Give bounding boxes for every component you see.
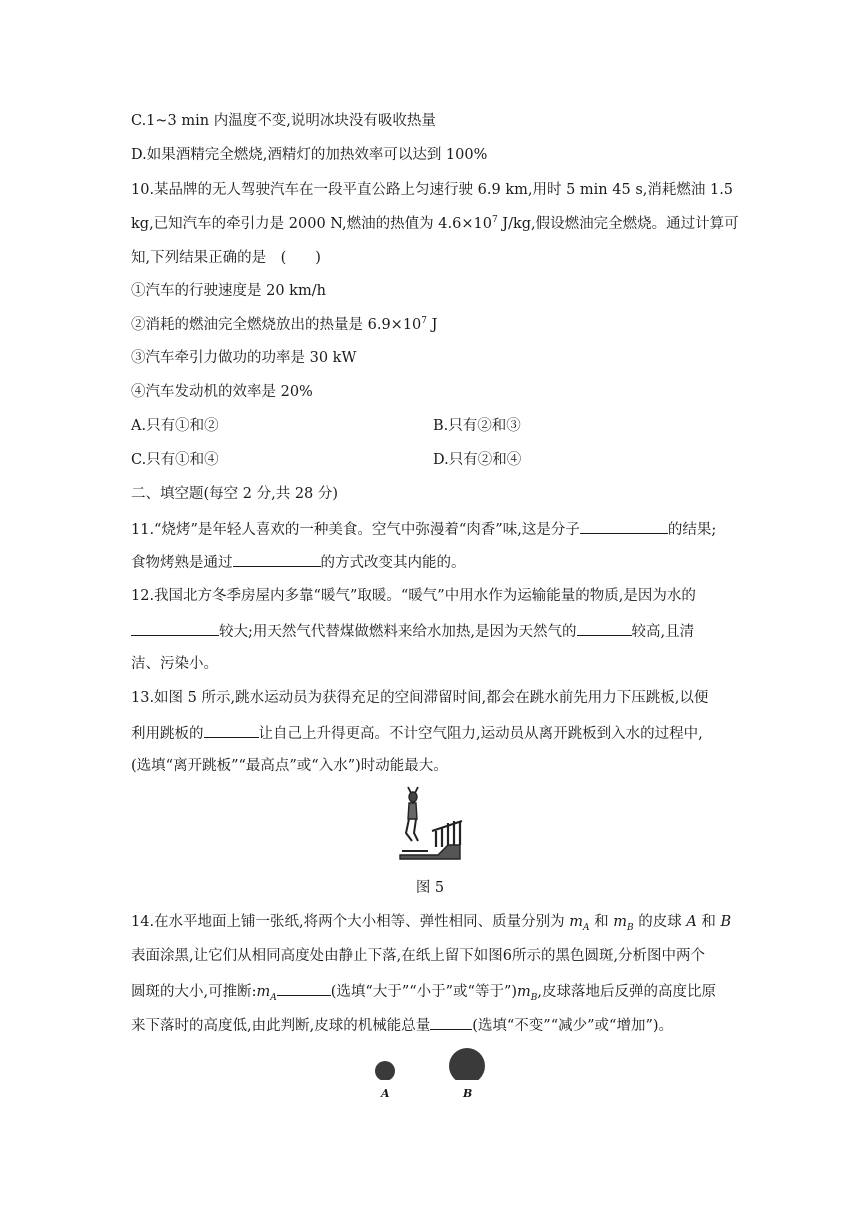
- q10-statement-2-text: ②消耗的燃油完全燃烧放出的热量是 6.9×10: [131, 317, 422, 333]
- q13-line-3: (选填“离开跳板”“最高点”或“入水”)时动能最大。: [131, 758, 448, 774]
- mass-symbol: m: [569, 914, 584, 930]
- spot-a-label: A: [381, 1087, 390, 1100]
- answer-blank[interactable]: [277, 980, 331, 996]
- subscript: B: [627, 922, 634, 933]
- q13-line-1: 13.如图 5 所示,跳水运动员为获得充足的空间滞留时间,都会在跳水前先用力下压跳板,以便: [131, 690, 709, 706]
- subscript: A: [270, 992, 277, 1003]
- q10-line-1: 10.某品牌的无人驾驶汽车在一段平直公路上匀速行驶 6.9 km,用时 5 min 45 s,消耗燃油 1.5: [131, 182, 734, 198]
- q10-line-3: 知,下列结果正确的是 ( ): [131, 250, 321, 266]
- q14-text: 和: [696, 914, 721, 930]
- q10-option-d: D.只有②和④: [433, 452, 522, 468]
- answer-blank[interactable]: [204, 722, 259, 738]
- q10-option-c: C.只有①和④: [131, 452, 219, 468]
- q14-line-3: [131, 980, 716, 1002]
- q10-statement-2: [131, 315, 437, 335]
- subscript: B: [530, 992, 538, 1003]
- q11-line-2: [131, 551, 466, 573]
- q12-text: 较高,且清: [631, 624, 695, 640]
- section-heading: 二、填空题(每空 2 分,共 28 分): [131, 486, 339, 502]
- q12-line-1: 12.我国北方冬季房屋内多靠“暖气”取暖。“暖气”中用水作为运输能量的物质,是因为水的: [131, 588, 696, 604]
- spot-b-label: B: [463, 1087, 473, 1100]
- q10-option-a: A.只有①和②: [131, 418, 219, 434]
- q14-line-2: 表面涂黑,让它们从相同高度处由静止下落,在纸上留下如图6所示的黑色圆斑,分析图中两个: [131, 948, 706, 964]
- q10-statement-4: ④汽车发动机的效率是 20%: [131, 384, 313, 400]
- q11-text: 11.“烧烤”是年轻人喜欢的一种美食。空气中弥漫着“肉香”味,这是分子: [131, 522, 580, 538]
- spots-figure: [360, 1040, 500, 1080]
- q14-text: (选填“大于”“小于”或“等于”): [330, 984, 518, 1000]
- answer-blank[interactable]: [577, 620, 632, 636]
- q14-text: 14.在水平地面上铺一张纸,将两个大小相等、弹性相同、质量分别为: [131, 914, 570, 930]
- q10-statement-1: ①汽车的行驶速度是 20 km/h: [131, 283, 326, 299]
- q12-line-2: [131, 620, 694, 642]
- q10-option-b: B.只有②和③: [433, 418, 521, 434]
- q11-text: 的方式改变其内能的。: [320, 555, 466, 571]
- q10-line-2: [131, 214, 739, 234]
- answer-blank[interactable]: [131, 620, 219, 636]
- exponent: 7: [421, 316, 428, 327]
- ball-b-symbol: B: [720, 914, 732, 930]
- mass-symbol: m: [613, 914, 627, 930]
- figure-5-caption: 图 5: [415, 880, 445, 896]
- q10-statement-2-unit: J: [427, 317, 438, 333]
- q10-line-2-tail: J/kg,假设燃油完全燃烧。通过计算可: [497, 216, 739, 232]
- q11-text: 食物烤熟是通过: [131, 555, 233, 571]
- option-d-prev: D.如果酒精完全燃烧,酒精灯的加热效率可以达到 100%: [131, 147, 488, 163]
- mass-symbol: m: [517, 984, 531, 1000]
- answer-blank[interactable]: [430, 1014, 472, 1030]
- mass-symbol: m: [256, 984, 271, 1000]
- q12-text: 较大;用天然气代替煤做燃料来给水加热,是因为天然气的: [219, 624, 577, 640]
- q14-text: ,皮球落地后反弹的高度比原: [537, 984, 717, 1000]
- q14-text: 的皮球: [633, 914, 687, 930]
- q14-line-1: [131, 912, 731, 932]
- answer-blank[interactable]: [580, 518, 668, 534]
- q14-text: (选填“不变”“减少”或“增加”)。: [472, 1018, 674, 1034]
- ball-a-symbol: A: [686, 914, 697, 930]
- q11-text: 的结果;: [667, 522, 717, 538]
- q10-statement-3: ③汽车牵引力做功的功率是 30 kW: [131, 350, 357, 366]
- q13-text: 让自己上升得更高。不计空气阻力,运动员从离开跳板到入水的过程中,: [258, 726, 703, 742]
- q14-text: 和: [589, 914, 614, 930]
- q10-line-2-text: kg,已知汽车的牵引力是 2000 N,燃油的热值为 4.6×10: [131, 216, 492, 232]
- q12-line-3: 洁、污染小。: [131, 656, 218, 672]
- q11-line-1: [131, 518, 716, 540]
- q14-line-4: [131, 1014, 673, 1036]
- diver-figure: [398, 785, 468, 863]
- answer-blank[interactable]: [233, 551, 321, 567]
- q14-text: 来下落时的高度低,由此判断,皮球的机械能总量: [131, 1018, 431, 1034]
- q13-text: 利用跳板的: [131, 726, 204, 742]
- q13-line-2: [131, 722, 703, 744]
- q14-text: 圆斑的大小,可推断:: [131, 984, 257, 1000]
- spot-b: [449, 1048, 485, 1080]
- exponent: 7: [491, 215, 498, 226]
- option-c-prev: C.1~3 min 内温度不变,说明冰块没有吸收热量: [131, 113, 436, 129]
- spot-a: [375, 1061, 395, 1080]
- subscript: A: [583, 922, 590, 933]
